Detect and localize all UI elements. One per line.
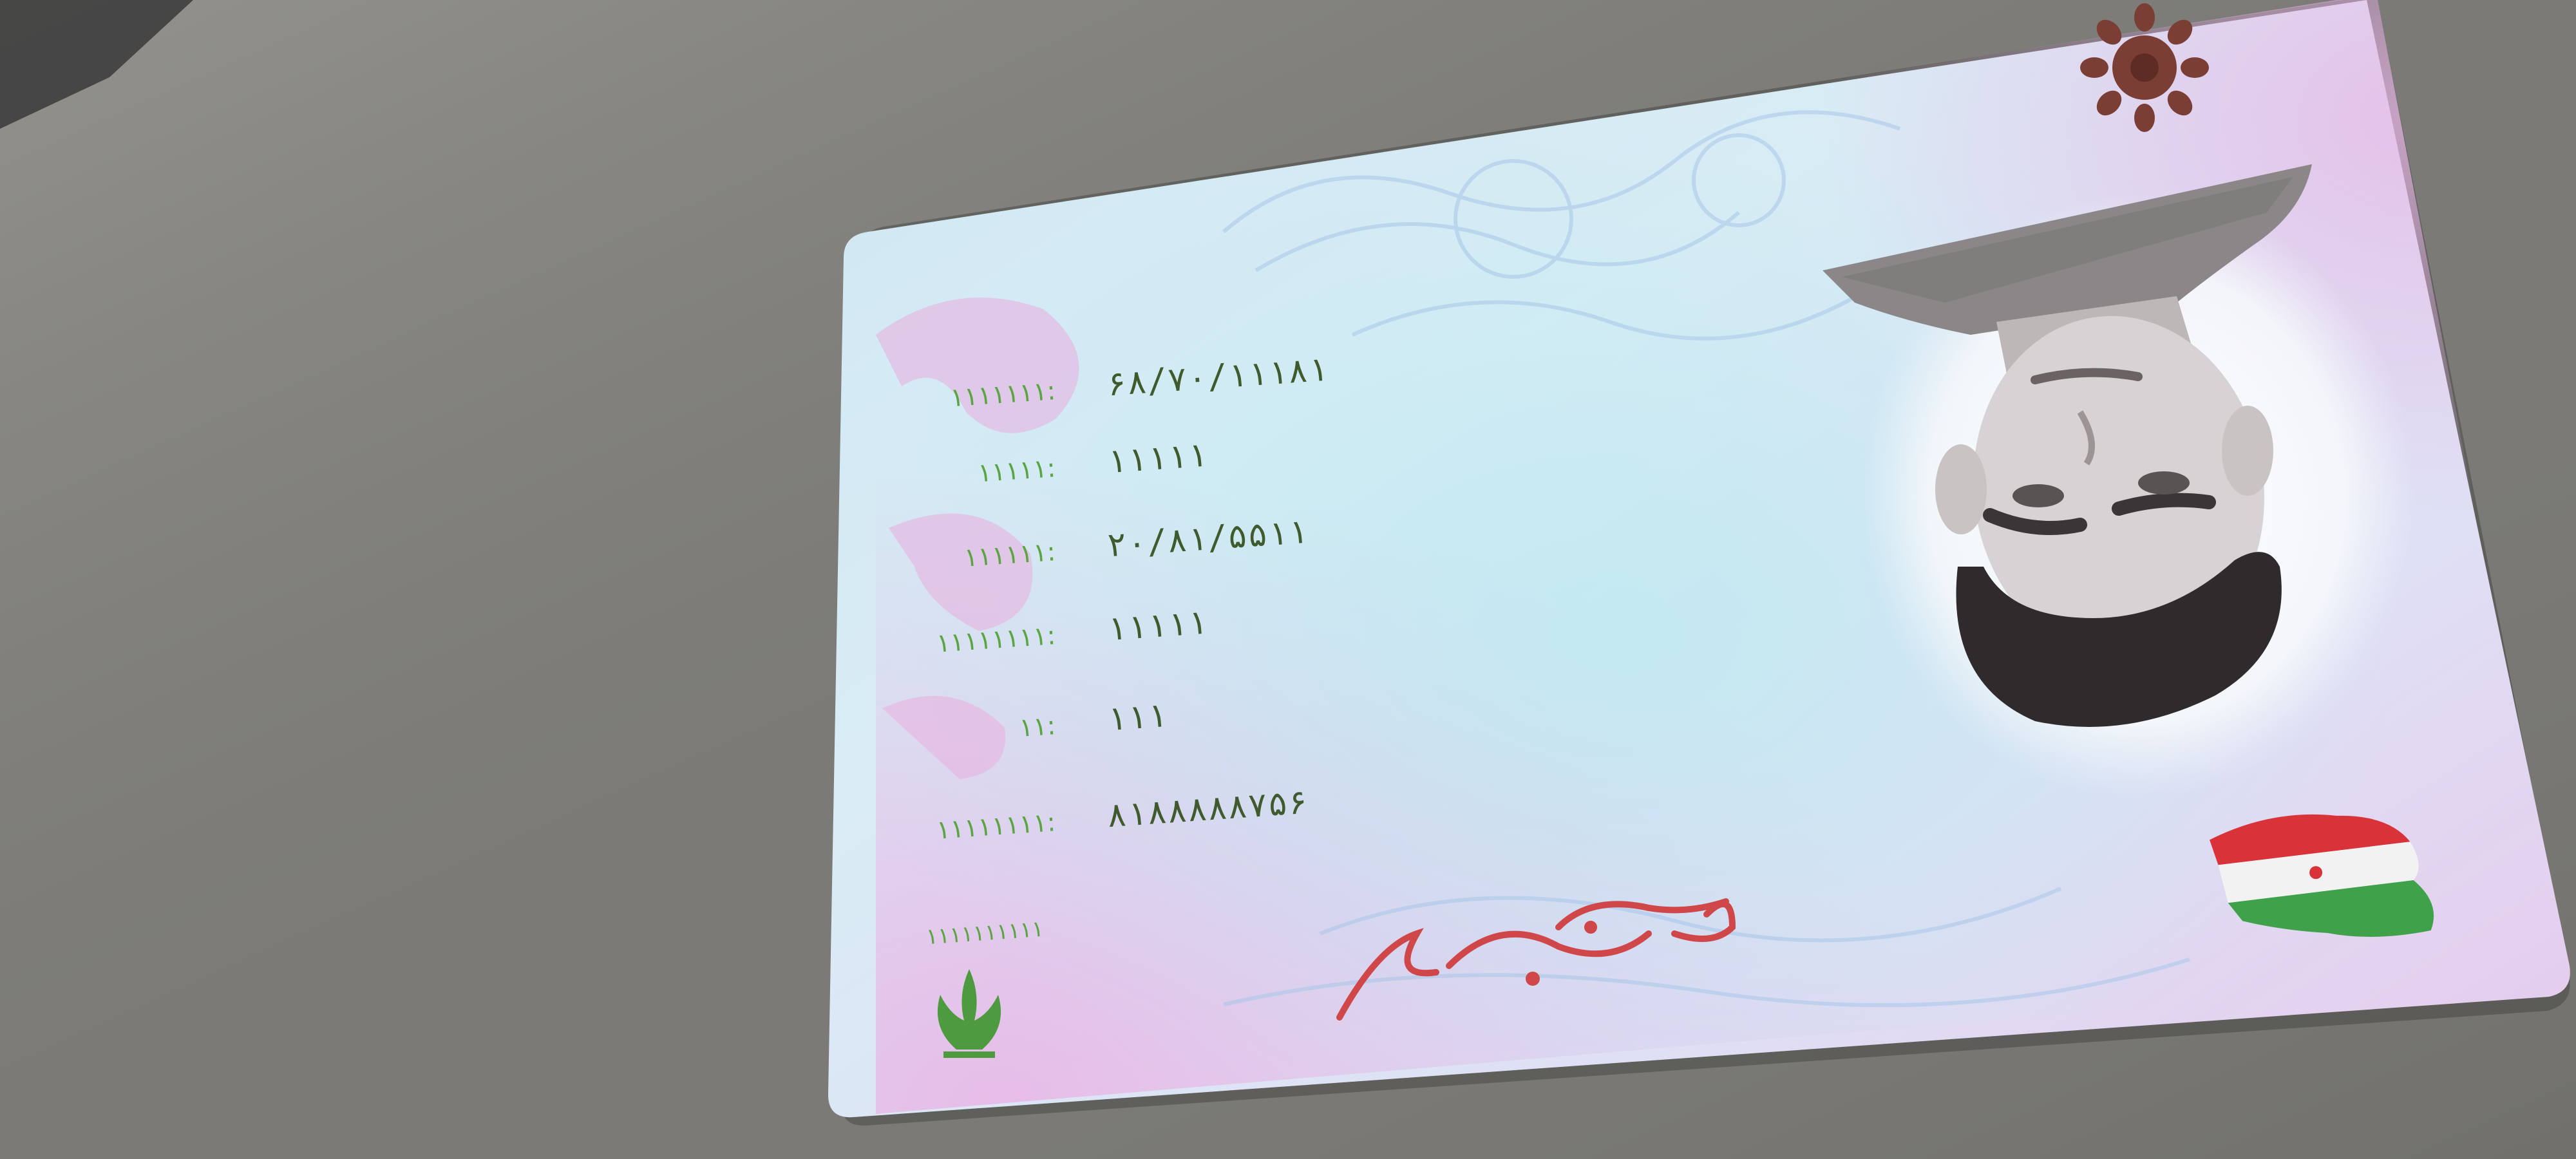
field-label: ۱۱۱۱۱:: [976, 453, 1057, 489]
field-label: ۱۱۱۱۱۱:: [963, 537, 1057, 573]
field-label: ۱۱۱۱۱۱۱۱:: [935, 807, 1057, 845]
field-label: ۱۱۱۱۱۱۱۱:: [935, 621, 1057, 659]
field-value: ۸۱۸۸۸۸۸۷۵۶: [1105, 782, 1310, 836]
field-value: ۱۱۱۱۱: [1105, 435, 1209, 482]
field-value: ۱۱۱: [1105, 695, 1169, 739]
field-value: ۲۰/۸۱/۵۵۱۱: [1105, 512, 1310, 565]
field-label: ۱۱۱۱۱۱۱:: [949, 376, 1057, 413]
portrait-eye-left: [2012, 484, 2064, 507]
sun-emblem-icon: [2080, 3, 2209, 132]
portrait-ear-right: [2222, 406, 2273, 496]
field-value: ۱۱۱۱۱: [1105, 603, 1209, 649]
field-value: ۶۸/۷۰/۱۱۱۸۱: [1105, 350, 1330, 404]
portrait-eye-right: [2138, 471, 2190, 495]
portrait-ear-left: [1935, 444, 1987, 534]
portrait-eyebrow-right: [2119, 500, 2209, 509]
field-label: ۱۱:: [1018, 711, 1057, 743]
issuer-text: ۱۱۱۱۱۱۱۱۱۱: [925, 916, 1045, 950]
